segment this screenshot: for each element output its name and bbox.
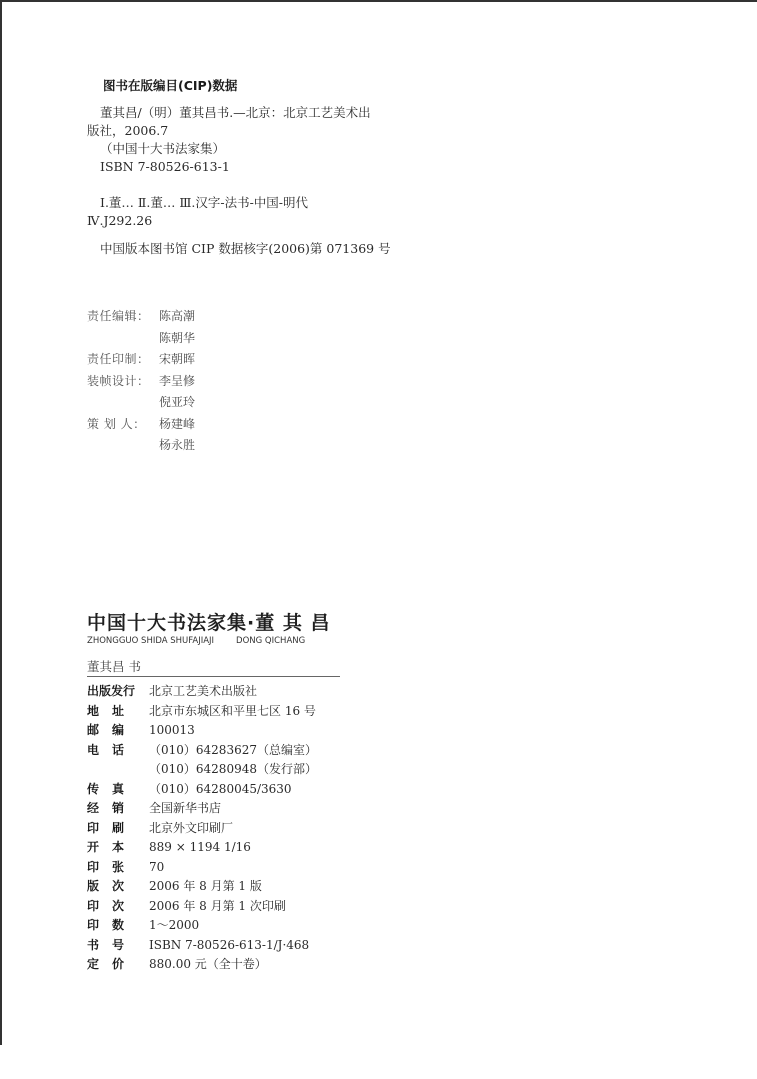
pubinfo-value: 880.00 元（全十卷） <box>149 957 267 971</box>
pubinfo-row <box>87 760 317 780</box>
staff-row <box>87 306 195 328</box>
pubinfo-key: 邮 编 <box>87 723 124 737</box>
pubinfo-key: 书 号 <box>87 937 124 952</box>
staff-row <box>87 414 195 436</box>
cip-line: ISBN 7-80526-613-1 <box>100 159 230 174</box>
pubinfo-row <box>87 936 317 956</box>
pubinfo-row <box>87 682 317 702</box>
cip-line: （中国十大书法家集） <box>100 141 226 156</box>
staff-row <box>87 435 195 457</box>
pubinfo-key: 印 数 <box>87 918 124 932</box>
staff-credits <box>87 306 195 457</box>
staff-row <box>87 392 195 414</box>
pubinfo-row <box>87 955 317 975</box>
pubinfo-key: 地 址 <box>87 703 124 718</box>
staff-row <box>87 328 195 350</box>
pubinfo-row <box>87 799 317 819</box>
pubinfo-key: 版 次 <box>87 879 124 893</box>
staff-name: 陈朝华 <box>159 330 196 345</box>
pubinfo-value: 889 × 1194 1/16 <box>149 840 251 854</box>
series-title: 中国十大书法家集·董 其 昌 <box>87 612 331 634</box>
pubinfo-value: 100013 <box>149 723 195 737</box>
pubinfo-value: 北京市东城区和平里七区 16 号 <box>149 703 316 718</box>
staff-role: 策 划 人： <box>87 416 146 431</box>
cip-line: 版社，2006.7 <box>87 123 169 138</box>
pubinfo-value: 北京工艺美术出版社 <box>149 684 258 698</box>
pubinfo-key: 印 次 <box>87 898 124 913</box>
staff-name: 李呈修 <box>159 373 196 388</box>
staff-role: 责任编辑： <box>87 309 150 323</box>
scan-border-left <box>0 0 2 1045</box>
cip-line: Ⅳ.J292.26 <box>87 213 153 228</box>
pubinfo-row <box>87 721 317 741</box>
pubinfo-key <box>87 760 124 780</box>
staff-name: 陈高潮 <box>159 309 196 323</box>
pubinfo-key: 定 价 <box>87 957 124 971</box>
staff-name: 宋朝晖 <box>159 352 196 366</box>
pubinfo-value: ISBN 7-80526-613-1/J·468 <box>149 937 310 952</box>
author-line: 董其昌 书 <box>87 659 141 674</box>
series-pinyin <box>87 636 305 646</box>
pubinfo-value: 70 <box>149 859 165 874</box>
pubinfo-row <box>87 838 317 858</box>
cip-number: 中国版本图书馆 CIP 数据核字(2006)第 071369 号 <box>100 241 391 256</box>
pubinfo-value: 全国新华书店 <box>149 801 222 815</box>
series-pinyin-name: ZHONGGUO SHIDA SHUFAJIAJI <box>87 636 215 646</box>
pubinfo-key: 传 真 <box>87 781 124 796</box>
pubinfo-key: 印 张 <box>87 859 124 874</box>
pubinfo-row <box>87 858 317 878</box>
staff-role <box>87 328 159 350</box>
pubinfo-row <box>87 897 317 917</box>
author-pinyin-name: DONG QICHANG <box>236 636 306 646</box>
pubinfo-value: （010）64280045/3630 <box>149 781 292 796</box>
pubinfo-value: 2006 年 8 月第 1 次印刷 <box>149 898 286 913</box>
staff-row <box>87 371 195 393</box>
pubinfo-value: 2006 年 8 月第 1 版 <box>149 879 262 893</box>
pubinfo-row <box>87 741 317 761</box>
pubinfo-row <box>87 877 317 897</box>
pubinfo-row <box>87 702 317 722</box>
divider <box>87 676 340 677</box>
staff-name: 倪亚玲 <box>159 395 196 409</box>
pubinfo-row <box>87 780 317 800</box>
cip-record <box>87 104 391 258</box>
pubinfo-key: 出版发行 <box>87 684 136 698</box>
pubinfo-value: 1～2000 <box>149 918 200 932</box>
staff-role <box>87 392 159 414</box>
pubinfo-value: （010）64280948（发行部） <box>149 762 317 776</box>
pubinfo-key: 印 刷 <box>87 820 124 835</box>
staff-name: 杨建峰 <box>159 416 196 431</box>
publication-info <box>87 682 317 975</box>
pubinfo-value: 北京外文印刷厂 <box>149 820 234 835</box>
cip-line: 董其昌/（明）董其昌书.—北京：北京工艺美术出 <box>100 105 371 120</box>
pubinfo-value: （010）64283627（总编室） <box>149 742 317 757</box>
pubinfo-row <box>87 819 317 839</box>
pubinfo-key: 电 话 <box>87 742 124 757</box>
staff-name: 杨永胜 <box>159 438 196 452</box>
pubinfo-key: 经 销 <box>87 801 124 815</box>
pubinfo-row <box>87 916 317 936</box>
staff-row <box>87 349 195 371</box>
pubinfo-key: 开 本 <box>87 840 124 854</box>
staff-role <box>87 435 159 457</box>
staff-role: 装帧设计： <box>87 373 150 388</box>
scan-border-top <box>0 0 757 2</box>
cip-heading: 图书在版编目(CIP)数据 <box>103 78 238 93</box>
cip-line: Ⅰ.董… Ⅱ.董… Ⅲ.汉字-法书-中国-明代 <box>100 195 309 210</box>
staff-role: 责任印制： <box>87 352 150 366</box>
